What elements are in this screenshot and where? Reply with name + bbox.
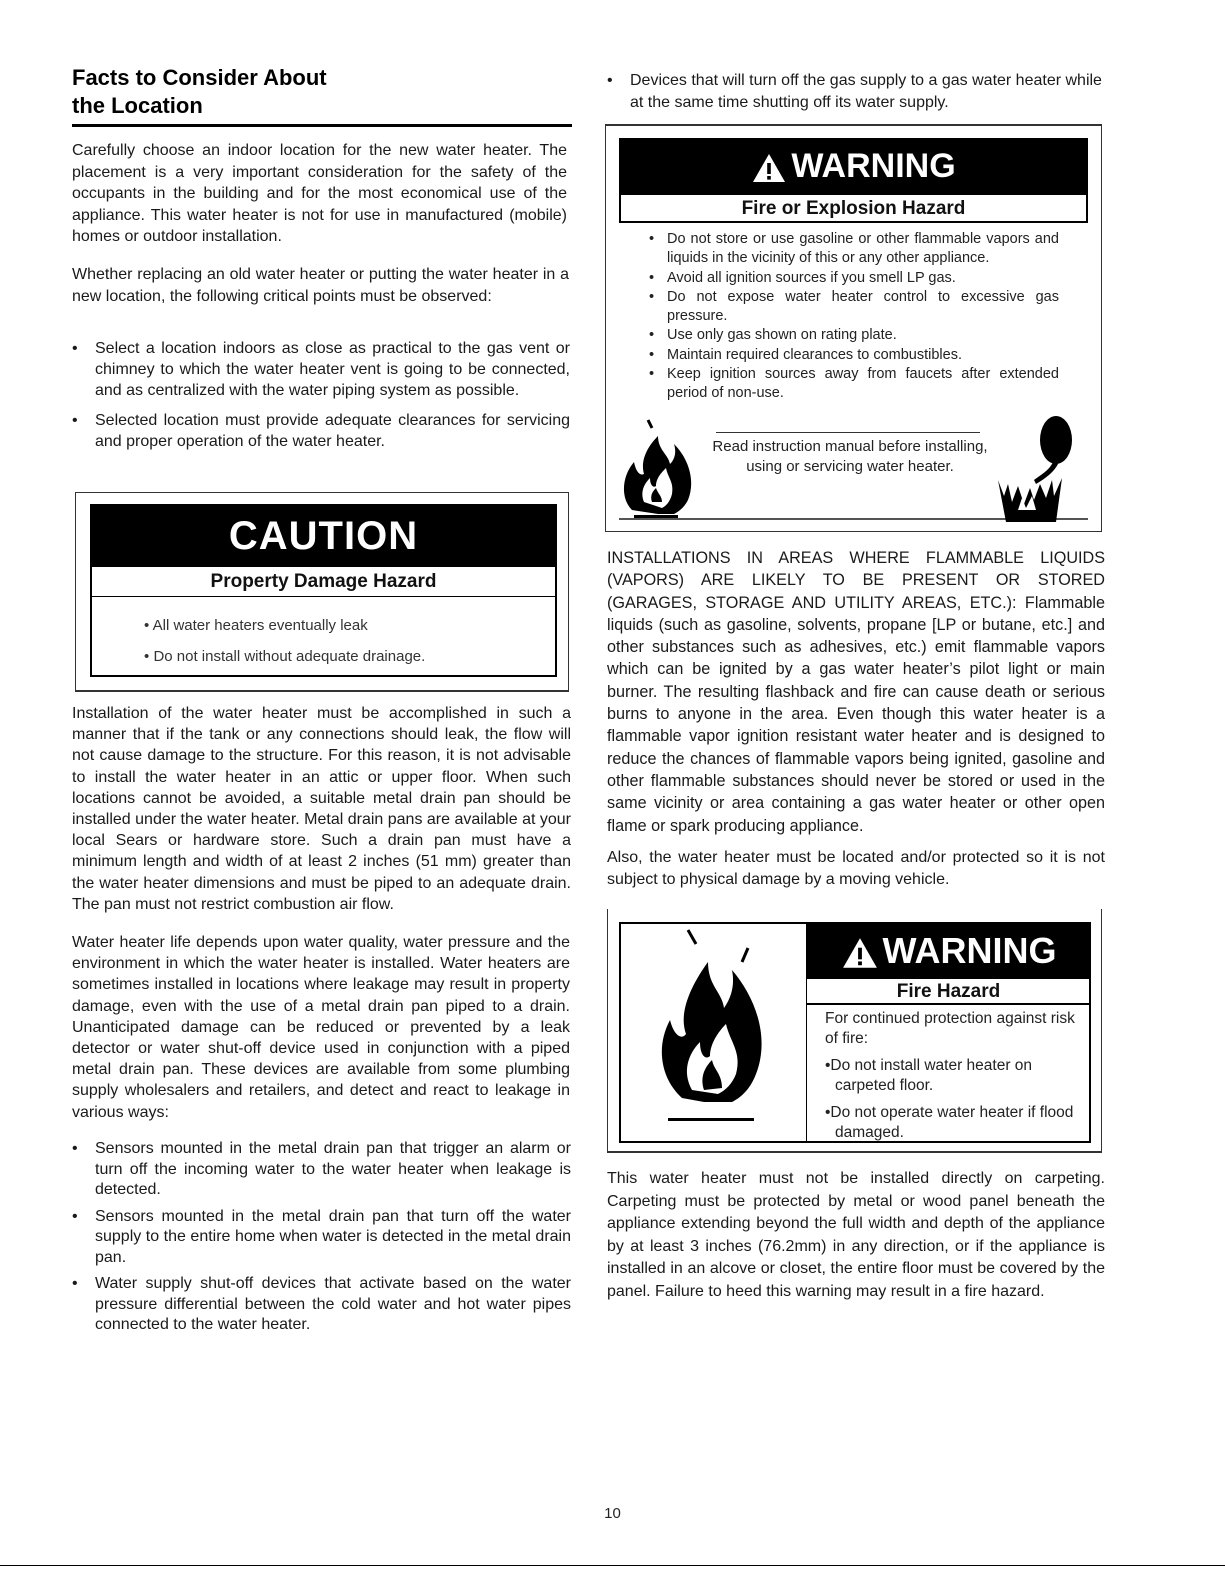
- read-manual-note: Read instruction manual before installing, using or servicing water heater.: [712, 438, 988, 475]
- explosion-hazard-icon: [992, 400, 1076, 522]
- caution-banner: CAUTION: [92, 506, 555, 567]
- list-item: • Sensors mounted in the metal drain pan that turn off the water supply to the entire home when water is detected in the metal drain pan.: [72, 1207, 571, 1266]
- list-item: • Do not expose water heater control to excessive gas pressure.: [649, 288, 1059, 325]
- caution-box: [90, 504, 557, 677]
- observe-paragraph: Whether replacing an old water heater or putting the water heater in a new location, the following critical points must be observed:: [72, 266, 569, 305]
- location-bullets: [72, 338, 570, 452]
- warning-hazard-title: Fire or Explosion Hazard: [619, 195, 1088, 223]
- warning-triangle-icon: [751, 152, 787, 184]
- list-item: • Maintain required clearances to combustibles.: [649, 346, 962, 363]
- warning-list: [649, 230, 1059, 404]
- flame-icon: [618, 418, 708, 518]
- list-item: • Water supply shut-off devices that activate based on the water pressure differential between the cold water and hot water pipes connected to the water heater.: [72, 1275, 571, 1333]
- warning-banner: WARNING: [806, 922, 1091, 979]
- list-item: • All water heaters eventually leak: [144, 617, 368, 634]
- caution-list: [144, 610, 425, 672]
- warning-intro: For continued protection against risk of fire:: [825, 1010, 1075, 1047]
- warning-text: [825, 1009, 1077, 1142]
- carpeting-paragraph: This water heater must not be installed directly on carpeting. Carpeting must be protected by metal or wood panel beneath the appliance extending beyond the full width and depth of the appliance by at least 3 inches (76.2mm) in any direction, or if the appliance is installed in an alcove or closet, the entire floor must be covered by the panel. Failure to heed this warning may result in a fire hazard.: [607, 1170, 1105, 1300]
- water-life-paragraph: Water heater life depends upon water quality, water pressure and the environment in which the water heater is installed. Water heaters are sometimes installed in locations where leakage may result in property damage, even with the use of a metal drain pan piped to a drain. Unanticipated damage can be reduced or prevented by a leak detector or water shut-off device used in conjunction with a piped metal drain pan. These devices are available from some plumbing supply wholesalers and retailers, and detect and react to leakage in various ways:: [72, 934, 570, 1121]
- list-item: • Selected location must provide adequate clearances for servicing and proper operation of the water heater.: [72, 412, 570, 450]
- leak-device-bullets: [72, 1139, 571, 1336]
- list-item: • Devices that will turn off the gas supply to a gas water heater while at the same time shutting off its water supply.: [607, 72, 1102, 111]
- caution-hazard-title: Property Damage Hazard: [92, 567, 555, 597]
- list-item: •Do not install water heater on carpeted floor.: [825, 1057, 1033, 1094]
- vehicle-paragraph: Also, the water heater must be located and/or protected so it is not subject to physical damage by a moving vehicle.: [607, 849, 1105, 888]
- heading-line-2: the Location: [72, 93, 203, 118]
- page-number: 10: [604, 1505, 621, 1522]
- flame-icon: [652, 928, 782, 1130]
- section-heading: [72, 64, 572, 127]
- warning-box: [619, 138, 1088, 226]
- list-item: • Select a location indoors as close as practical to the gas vent or chimney to which the water heater vent is going to be connected, and as centralized with the water piping system as possible.: [72, 340, 570, 399]
- list-item: •Do not operate water heater if flood damaged.: [825, 1104, 1074, 1141]
- warning-hazard-title: Fire Hazard: [806, 979, 1091, 1005]
- list-item: • Sensors mounted in the metal drain pan that trigger an alarm or turn off the incoming water to the water heater when leakage is detected.: [72, 1140, 571, 1198]
- list-item: • Use only gas shown on rating plate.: [649, 327, 897, 344]
- gas-shutoff-bullet: [607, 70, 1102, 114]
- warning-triangle-icon: [841, 936, 879, 970]
- flammable-paragraph: INSTALLATIONS IN AREAS WHERE FLAMMABLE LIQUIDS (VAPORS) ARE LIKELY TO BE PRESENT OR STORED (GARAGES, STORAGE AND UTILITY AREAS, ETC.): Flammable liquids (such as gasoline, solvents, propane [LP or butane, etc.] and other substances such as adhesives, etc.) emit flammable vapors which can be ignited by a gas water heater’s pilot light or main burner. The resulting flashback and fire can cause death or serious burns to anyone in the area. Even though this water heater is a flammable vapor ignition resistant water heater and is designed to reduce the chances of flammable vapors being ignited, gasoline and other flammable substances should never be stored or used in the same vicinity or area containing a gas water heater or other open flame or spark producing appliance.: [607, 549, 1105, 835]
- divider: [716, 432, 980, 433]
- warning-banner: WARNING: [619, 138, 1088, 195]
- list-item: • Do not store or use gasoline or other flammable vapors and liquids in the vicinity of this or any other appliance.: [649, 231, 1059, 267]
- list-item: • Avoid all ignition sources if you smell LP gas.: [649, 269, 956, 286]
- heading-line-1: Facts to Consider About: [72, 65, 327, 90]
- divider: [0, 1565, 1225, 1566]
- list-item: • Keep ignition sources away from faucets after extended period of non-use.: [649, 366, 1059, 402]
- list-item: • Do not install without adequate drainage.: [144, 648, 426, 665]
- intro-paragraph: Carefully choose an indoor location for the new water heater. The placement is a very important consideration for the safety of the occupants in the building and for the most economical use of the appliance. This water heater is not for use in manufactured (mobile) homes or outdoor installation.: [72, 142, 567, 245]
- drain-pan-paragraph: Installation of the water heater must be accomplished in such a manner that if the tank or any connections should leak, the flow will not cause damage to the structure. For this reason, it is not advisable to install the water heater in an attic or upper floor. When such locations cannot be avoided, a suitable metal drain pan should be installed under the water heater. Metal drain pans are available at your local Sears or hardware store. Such a drain pan must have a minimum length and width of at least 2 inches (51 mm) greater than the water heater dimensions and must be piped to an adequate drain. The pan must not restrict combustion air flow.: [72, 705, 571, 913]
